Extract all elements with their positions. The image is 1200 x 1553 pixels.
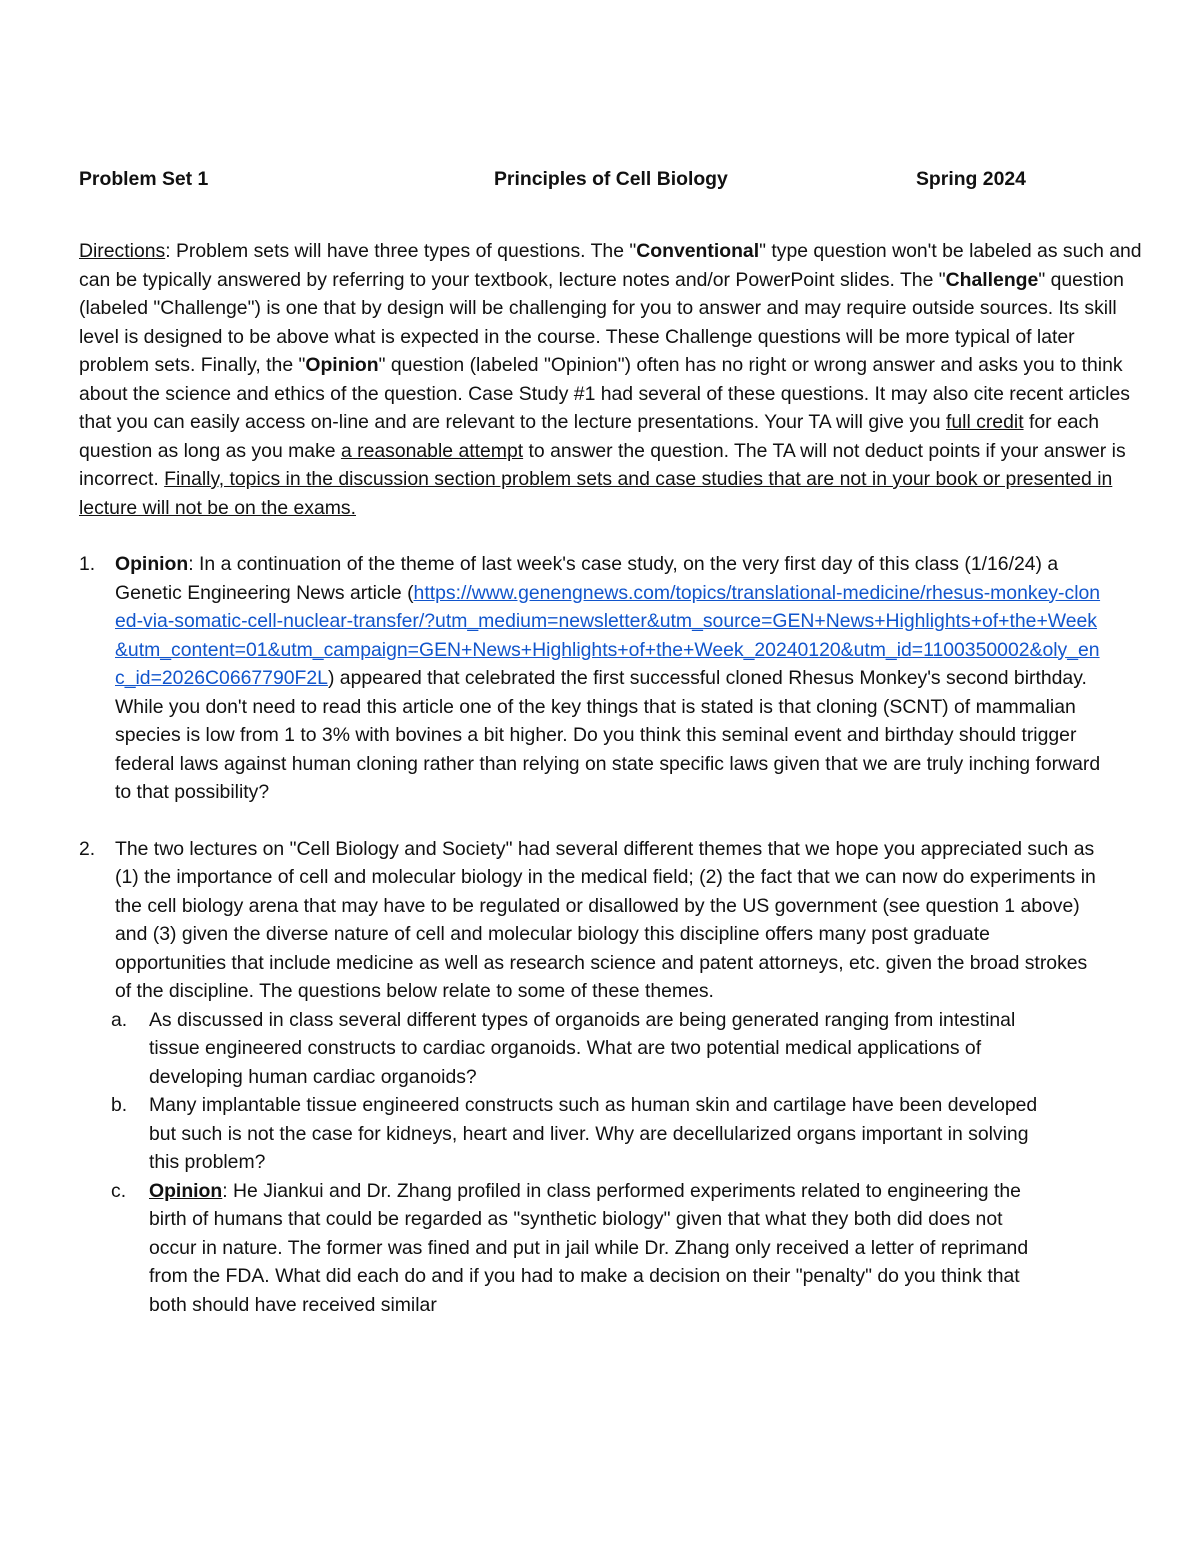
- question-1-text-1: : In a continuation of the theme of last week's case study, on the very first day of this class (1/16/24) a Genetic Engineering News article (: [115, 553, 1059, 604]
- sub-question-letter: b.: [111, 1094, 128, 1116]
- directions-text-3: " question (labeled "Challenge") is one that by design will be challenging for you to answer and may require outside sources. Its skill level is designed to be above what is expected in the course. These Challenge questions will be more typical of later problem sets. Finally, the ": [79, 268, 1124, 376]
- directions-text-4: " question (labeled "Opinion") often has no right or wrong answer and asks you to think about the science and ethics of the question. Case Study #1 had several of these questions. It may also cite recent articles that you can easily access on-line and are relevant to the lecture presentations. Your TA will give you: [79, 354, 1130, 433]
- document-header: [79, 165, 1144, 195]
- question-2: [79, 835, 1105, 1006]
- reasonable-attempt-text: a reasonable attempt: [340, 439, 524, 462]
- directions-text-5: for each question as long as you make: [79, 411, 1100, 462]
- article-link[interactable]: https://www.genengnews.com/topics/translational-medicine/rhesus-monkey-cloned-via-somatic-cell-nuclear-transfer/?utm_medium=newsletter&utm_source=GEN+News+Highlights+of+the+Week&utm_content=01&utm_campaign=GEN+News+Highlights+of+the+Week_20240120&utm_id=1100350002&oly_enc_id=2026C0667790F2L: [115, 581, 1101, 689]
- directions-text-1: : Problem sets will have three types of questions. The ": [165, 240, 637, 262]
- directions-text-6: to answer the question. The TA will not deduct points if your answer is incorrect.: [79, 439, 1126, 490]
- final-note-text: Finally, topics in the discussion section problem sets and case studies that are not in your book or presented in lecture will not be on the exams.: [79, 468, 1113, 519]
- term-label: Spring 2024: [916, 168, 1026, 190]
- opinion-term: Opinion: [305, 354, 379, 376]
- course-title: Principles of Cell Biology: [494, 168, 728, 190]
- sub-question-letter: a.: [111, 1008, 128, 1031]
- question-2b-text: Many implantable tissue engineered constructs such as human skin and cartilage have been developed but such is not the case for kidneys, heart and liver. Why are decellularized organs important in solving this problem?: [149, 1094, 1038, 1173]
- question-1: [79, 550, 1105, 807]
- conventional-term: Conventional: [636, 240, 760, 262]
- directions-paragraph: [79, 237, 1144, 522]
- directions-text-2: " type question won't be labeled as such and can be typically answered by referring to your textbook, lecture notes and/or PowerPoint slides. The ": [79, 240, 1142, 291]
- question-number: 2.: [79, 837, 96, 860]
- question-2-text: The two lectures on "Cell Biology and Society" had several different themes that we hope you appreciated such as (1) the importance of cell and molecular biology in the medical field; (2) the fact that we can now do experiments in the cell biology arena that may have to be regulated or disallowed by the US government (see question 1 above) and (3) given the diverse nature of cell and molecular biology this discipline offers many post graduate opportunities that include medicine as well as research science and patent attorneys, etc. given the broad strokes of the discipline. The questions below relate to some of these themes.: [115, 837, 1096, 1002]
- question-2c: [79, 1177, 1049, 1320]
- opinion-label: Opinion: [115, 553, 189, 575]
- question-2c-text: : He Jiankui and Dr. Zhang profiled in class performed experiments related to engineering the birth of humans that could be regarded as "synthetic biology" given that what they both did does not occur in nature. The former was fined and put in jail while Dr. Zhang only received a letter of reprimand from the FDA. What did each do and if you had to make a decision on their "penalty" do you think that both should have received similar: [149, 1179, 1029, 1316]
- directions-label: Directions: [79, 240, 166, 262]
- question-2a: [79, 1006, 1049, 1092]
- question-2b: [79, 1091, 1049, 1177]
- question-1-text-2: ) appeared that celebrated the first successful cloned Rhesus Monkey's second birthday. While you don't need to read this article one of the key things that is stated is that cloning (SCNT) of mammalian species is low from 1 to 3% with bovines a bit higher. Do you think this seminal event and birthday should trigger federal laws against human cloning rather than relying on state specific laws given that we are truly inching forward to that possibility?: [115, 667, 1101, 803]
- opinion-label: Opinion: [149, 1179, 223, 1202]
- question-number: 1.: [79, 553, 96, 575]
- challenge-term: Challenge: [945, 268, 1039, 291]
- question-2a-text: As discussed in class several different types of organoids are being generated ranging from intestinal tissue engineered constructs to cardiac organoids. What are two potential medical applications of developing human cardiac organoids?: [149, 1008, 1016, 1088]
- sub-question-letter: c.: [111, 1179, 127, 1202]
- full-credit-text: full credit: [945, 411, 1024, 433]
- document-page: [79, 165, 1144, 1319]
- problem-set-title: Problem Set 1: [79, 168, 209, 190]
